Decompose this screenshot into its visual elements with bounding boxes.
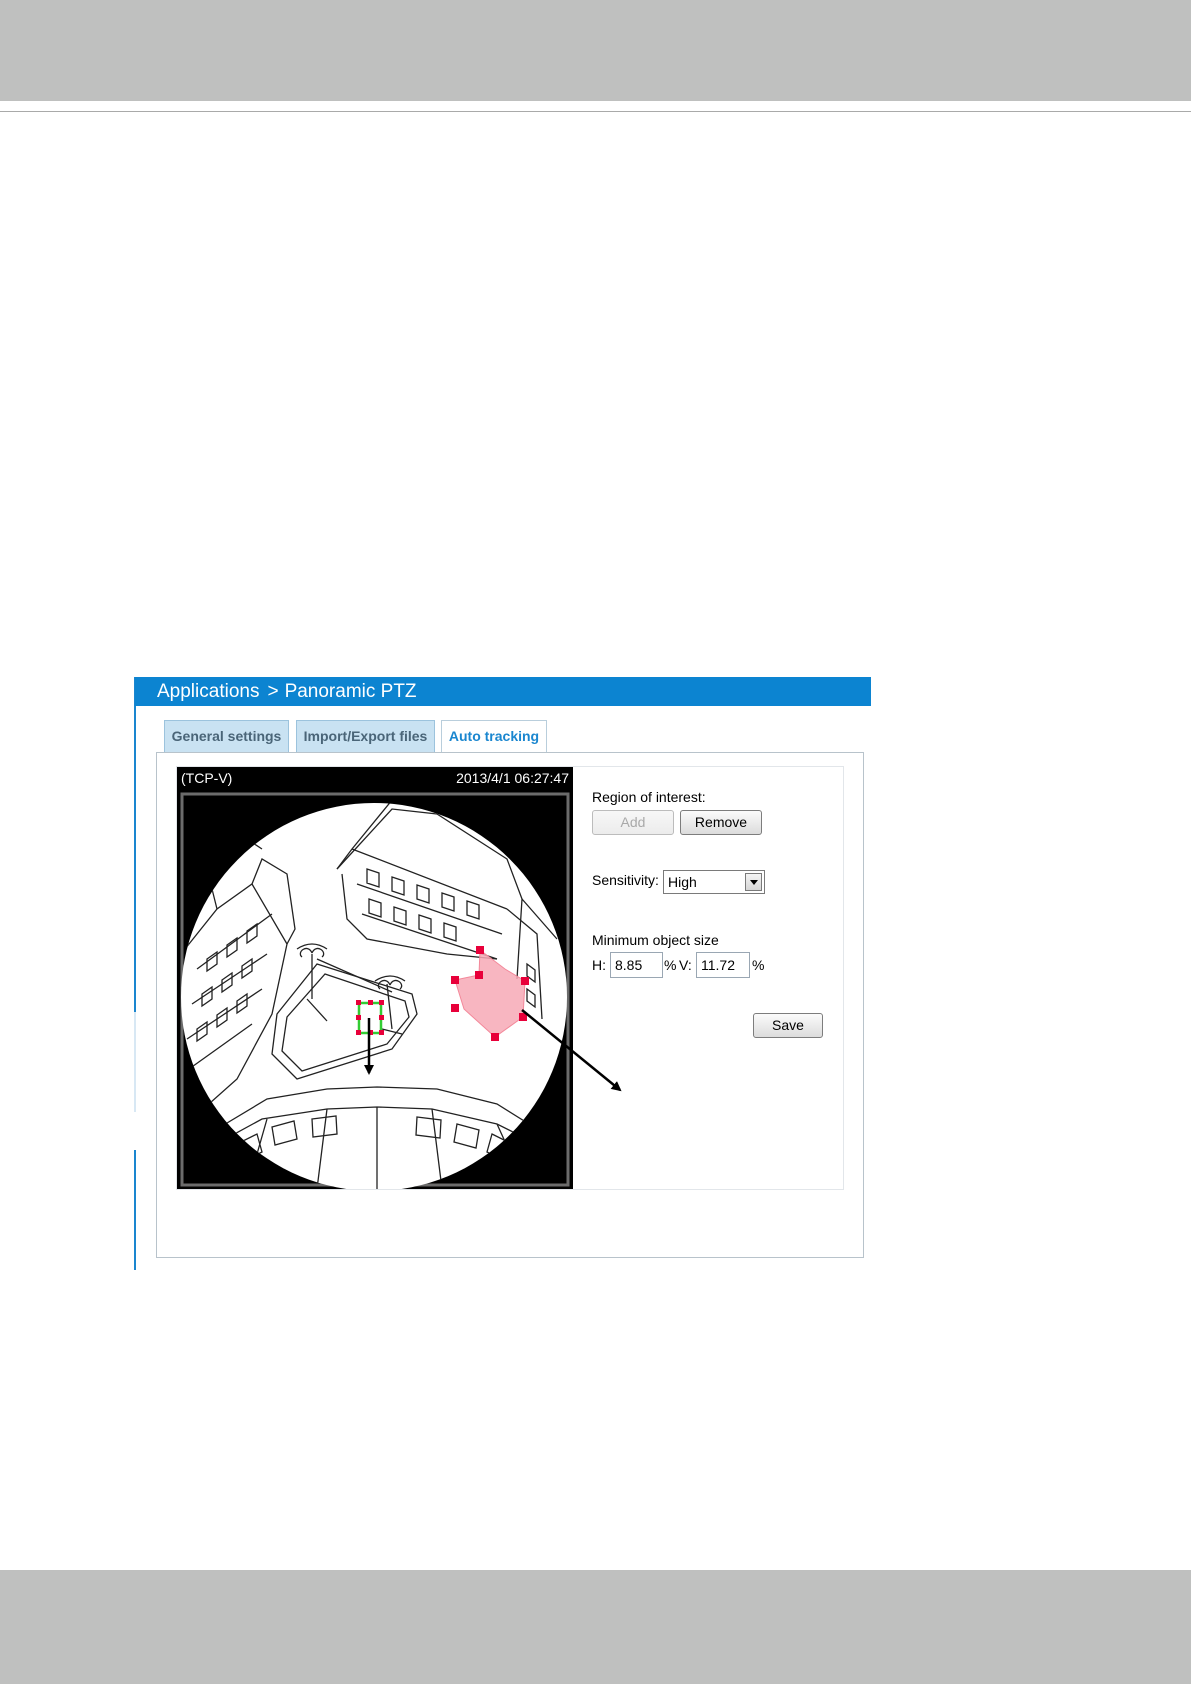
remove-roi-button[interactable]: Remove <box>680 810 762 835</box>
save-button[interactable]: Save <box>753 1013 823 1038</box>
tab-auto-tracking[interactable]: Auto tracking <box>441 720 547 753</box>
breadcrumb-section: Applications <box>157 681 260 702</box>
header-rule <box>0 111 1191 112</box>
page-margin-rule-lower <box>134 1150 136 1270</box>
breadcrumb <box>135 677 871 706</box>
h-unit-label: % <box>664 957 677 973</box>
add-roi-button[interactable]: Add <box>592 810 674 835</box>
tab-general-settings[interactable]: General settings <box>164 720 289 752</box>
page-margin-rule <box>134 677 136 1012</box>
page-title: Panoramic PTZ <box>284 681 417 702</box>
min-size-h-field[interactable]: 8.85 <box>610 952 663 978</box>
live-video-view[interactable] <box>177 767 573 1189</box>
sensitivity-label: Sensitivity: <box>592 872 659 888</box>
video-timestamp: 2013/4/1 06:27:47 <box>456 770 569 786</box>
sensitivity-value: High <box>668 874 697 890</box>
sensitivity-select[interactable] <box>663 870 765 894</box>
region-of-interest-label: Region of interest: <box>592 789 706 805</box>
v-label: V: <box>679 957 692 973</box>
video-protocol-label: (TCP-V) <box>181 770 233 786</box>
h-label: H: <box>592 957 606 973</box>
breadcrumb-separator: > <box>267 681 279 702</box>
page-footer-band <box>0 1570 1191 1684</box>
chevron-down-icon[interactable] <box>745 873 762 891</box>
min-size-v-field[interactable]: 11.72 <box>696 952 750 978</box>
page-margin-rule-faint <box>134 1012 136 1112</box>
tab-import-export-files[interactable]: Import/Export files <box>296 720 435 752</box>
v-unit-label: % <box>752 957 765 973</box>
min-object-size-label: Minimum object size <box>592 932 719 948</box>
page-header-band <box>0 0 1191 101</box>
fisheye-scene <box>177 789 573 1189</box>
